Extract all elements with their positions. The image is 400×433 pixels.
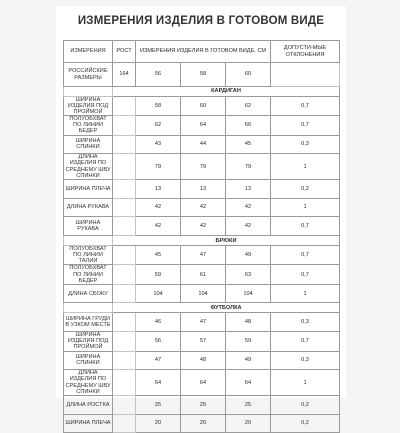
measure-value: 47 [181, 313, 226, 332]
tolerance-value: 0,7 [271, 116, 340, 135]
height-cell [113, 179, 136, 198]
measure-value: 42 [136, 217, 181, 236]
size-chart-sheet [56, 6, 346, 427]
section-name: ФУТБОЛКА [113, 303, 340, 313]
size-value: 60 [226, 63, 271, 87]
table-row [64, 414, 340, 433]
table-row [64, 154, 340, 179]
table-row [64, 313, 340, 332]
measure-value: 60 [181, 97, 226, 116]
section-name: КАРДИГАН [113, 87, 340, 97]
section-row [64, 236, 340, 246]
measure-label: ПОЛУОБХВАТ ПО ЛИНИИ БЕДЕР [64, 116, 113, 135]
section-label-cell [64, 87, 113, 97]
measure-value: 58 [136, 97, 181, 116]
measure-label: ПОЛУОБХВАТ ПО ЛИНИИ ТАЛИИ [64, 246, 113, 265]
header-row [64, 41, 340, 63]
tolerance-value: 0,2 [271, 414, 340, 433]
tolerance-value: 1 [271, 154, 340, 179]
height-cell [113, 217, 136, 236]
tolerance-value: 0,7 [271, 265, 340, 284]
table-row [64, 332, 340, 351]
height-cell [113, 116, 136, 135]
measure-label: ДЛИНА РОСТКА [64, 395, 113, 414]
measure-value: 66 [226, 116, 271, 135]
measure-value: 59 [136, 265, 181, 284]
measure-value: 42 [181, 217, 226, 236]
measure-value: 13 [136, 179, 181, 198]
tolerance-value: 1 [271, 198, 340, 217]
measure-value: 79 [181, 154, 226, 179]
table-row [64, 351, 340, 370]
measure-value: 79 [136, 154, 181, 179]
measure-value: 62 [226, 97, 271, 116]
measure-value: 47 [181, 246, 226, 265]
measure-value: 64 [136, 370, 181, 395]
measurements-table [63, 40, 340, 433]
height-cell [113, 395, 136, 414]
measure-value: 57 [181, 332, 226, 351]
measure-label: ДЛИНА ИЗДЕЛИЯ ПО СРЕДНЕМУ ШВУ СПИНКИ [65, 370, 111, 395]
measure-value: 49 [226, 246, 271, 265]
section-label-cell [64, 303, 113, 313]
height-cell [113, 313, 136, 332]
measure-value: 64 [181, 116, 226, 135]
section-label-cell [64, 236, 113, 246]
sizes-row [64, 63, 340, 87]
measure-value: 59 [226, 332, 271, 351]
measure-value: 61 [181, 265, 226, 284]
tolerance-value: 0,2 [271, 179, 340, 198]
table-row [64, 370, 340, 395]
tolerance-value: 0,3 [271, 135, 340, 154]
measure-value: 45 [136, 246, 181, 265]
measure-value: 20 [181, 414, 226, 433]
measure-value: 13 [181, 179, 226, 198]
header-finished: ИЗМЕРЕНИЯ ИЗДЕЛИЯ В ГОТОВОМ ВИДЕ, СМ [136, 41, 271, 63]
section-row [64, 87, 340, 97]
tolerance-cell [271, 63, 340, 87]
measure-value: 44 [181, 135, 226, 154]
height-cell [113, 198, 136, 217]
measure-value: 20 [226, 414, 271, 433]
measure-value: 42 [226, 198, 271, 217]
height-cell [113, 284, 136, 303]
measure-label: ДЛИНА СБОКУ [64, 284, 113, 303]
measure-value: 43 [136, 135, 181, 154]
measure-label: ШИРИНА СПИНКИ [64, 135, 113, 154]
page-title: ИЗМЕРЕНИЯ ИЗДЕЛИЯ В ГОТОВОМ ВИДЕ [77, 15, 325, 27]
measure-value: 79 [226, 154, 271, 179]
height-cell [113, 97, 136, 116]
measure-label: ШИРИНА ИЗДЕЛИЯ ПОД ПРОЙМОЙ [64, 332, 113, 351]
measure-value: 45 [226, 135, 271, 154]
measure-value: 104 [226, 284, 271, 303]
tolerance-value: 0,7 [271, 217, 340, 236]
header-height: РОСТ [113, 41, 136, 63]
table-row [64, 135, 340, 154]
tolerance-value: 0,2 [271, 395, 340, 414]
height-cell [113, 332, 136, 351]
tolerance-value: 0,3 [271, 351, 340, 370]
table-row [64, 217, 340, 236]
measure-value: 42 [226, 217, 271, 236]
table-row [64, 395, 340, 414]
measure-value: 64 [181, 370, 226, 395]
height-cell [113, 135, 136, 154]
measure-value: 42 [181, 198, 226, 217]
measure-value: 13 [226, 179, 271, 198]
measure-label: ШИРИНА ПЛЕЧА [64, 414, 113, 433]
measure-value: 20 [136, 414, 181, 433]
measure-value: 48 [181, 351, 226, 370]
sizes-label: РОССИЙСКИЕ РАЗМЕРЫ [64, 63, 113, 87]
header-tolerance: ДОПУСТИ-МЫЕ ОТКЛОНЕНИЯ [271, 41, 340, 63]
height-cell [113, 370, 136, 395]
tolerance-value: 1 [271, 370, 340, 395]
section-row [64, 303, 340, 313]
size-value: 58 [181, 63, 226, 87]
table-row [64, 246, 340, 265]
tolerance-value: 0,7 [271, 97, 340, 116]
header-measure: ИЗМЕРЕНИЯ [64, 41, 113, 63]
measure-value: 104 [181, 284, 226, 303]
measure-value: 49 [226, 351, 271, 370]
measure-label: ДЛИНА ИЗДЕЛИЯ ПО СРЕДНЕМУ ШВУ СПИНКИ [65, 154, 111, 179]
height-cell [113, 154, 136, 179]
section-name: БРЮКИ [113, 236, 340, 246]
measure-value: 56 [136, 332, 181, 351]
measure-value: 46 [136, 313, 181, 332]
measure-value: 25 [136, 395, 181, 414]
table-row [64, 179, 340, 198]
measure-value: 104 [136, 284, 181, 303]
measure-label: ШИРИНА ИЗДЕЛИЯ ПОД ПРОЙМОЙ [64, 97, 113, 116]
tolerance-value: 0,7 [271, 246, 340, 265]
measure-value: 25 [226, 395, 271, 414]
measure-label: ДЛИНА РУКАВА [64, 198, 113, 217]
measure-label: ШИРИНА ГРУДИ В УЗКОМ МЕСТЕ [64, 313, 113, 332]
measure-value: 62 [136, 116, 181, 135]
measure-value: 42 [136, 198, 181, 217]
table-row [64, 284, 340, 303]
measure-value: 25 [181, 395, 226, 414]
measure-label: ШИРИНА ПЛЕЧА [64, 179, 113, 198]
table-row [64, 198, 340, 217]
measure-value: 64 [226, 370, 271, 395]
height-value: 164 [113, 63, 136, 87]
measure-value: 63 [226, 265, 271, 284]
measure-label: ШИРИНА СПИНКИ [64, 351, 113, 370]
tolerance-value: 0,3 [271, 313, 340, 332]
height-cell [113, 351, 136, 370]
table-row [64, 97, 340, 116]
height-cell [113, 265, 136, 284]
measure-label: ШИРИНА РУКАВА [64, 217, 113, 236]
table-row [64, 265, 340, 284]
measure-label: ПОЛУОБХВАТ ПО ЛИНИИ БЕДЕР [64, 265, 113, 284]
height-cell [113, 246, 136, 265]
measure-value: 47 [136, 351, 181, 370]
tolerance-value: 0,7 [271, 332, 340, 351]
size-value: 56 [136, 63, 181, 87]
table-row [64, 116, 340, 135]
measure-value: 48 [226, 313, 271, 332]
tolerance-value: 1 [271, 284, 340, 303]
height-cell [113, 414, 136, 433]
